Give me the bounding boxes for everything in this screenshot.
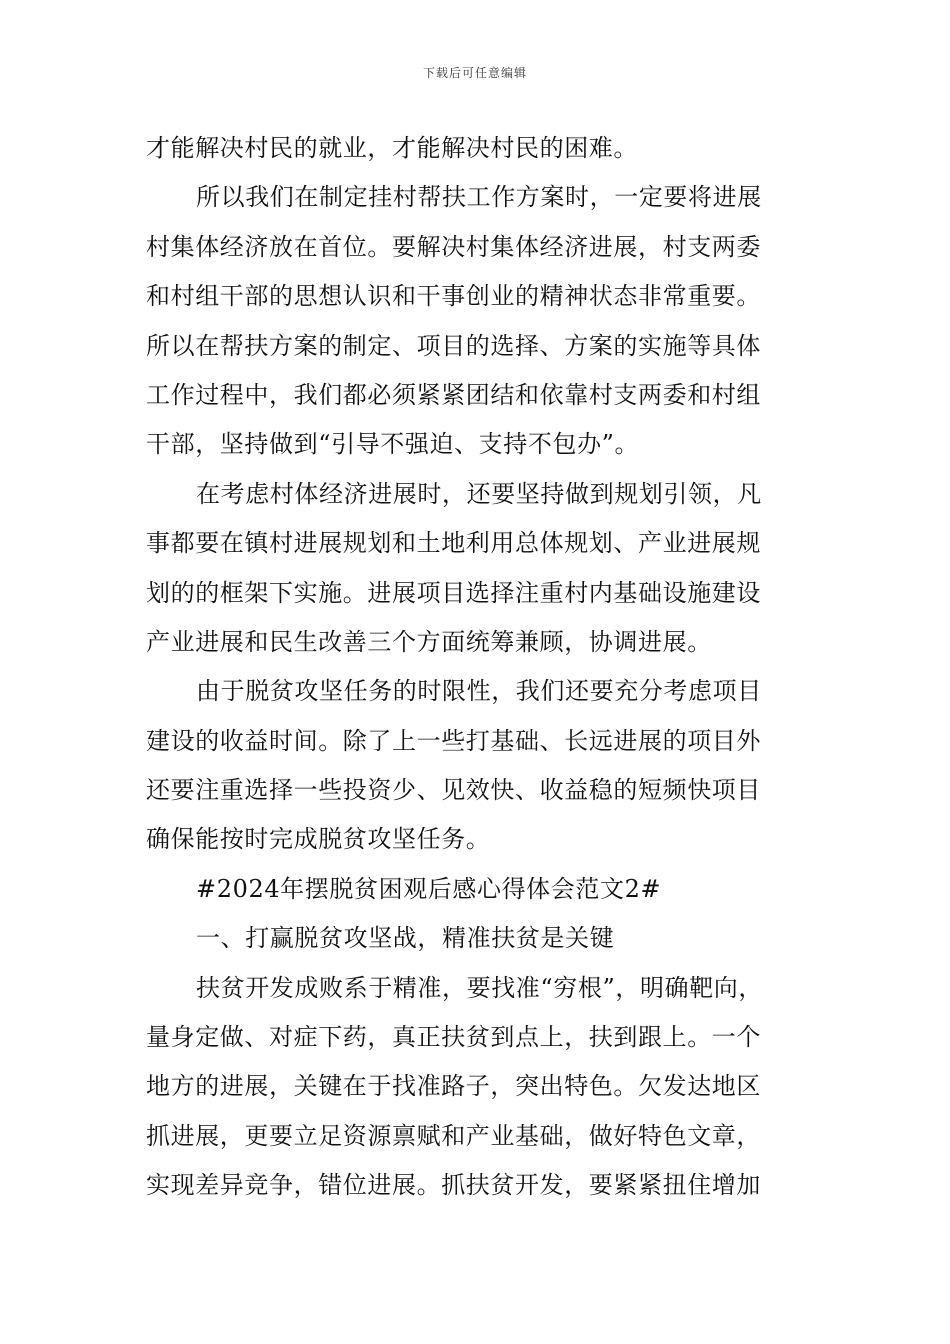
text-line-21: 抓进展，更要立足资源禀赋和产业基础，做好特色文章，	[146, 1121, 761, 1150]
text-line-8: 在考虑村体经济进展时，还要坚持做到规划引领，凡	[196, 479, 762, 508]
text-line-19: 量身定做、对症下药，真正扶贫到点上，扶到跟上。一个	[146, 1023, 761, 1052]
text-line-2: 所以我们在制定挂村帮扶工作方案时，一定要将进展	[196, 183, 762, 212]
text-line-12: 由于脱贫攻坚任务的时限性，我们还要充分考虑项目	[196, 677, 762, 706]
section-heading: #2024年摆脱贫困观后感心得体会范文2#	[196, 874, 662, 903]
text-line-4: 和村组干部的思想认识和干事创业的精神状态非常重要。	[146, 282, 761, 311]
text-line-1: 才能解决村民的就业，才能解决村民的困难。	[146, 134, 638, 162]
text-line-11: 产业进展和民生改善三个方面统筹兼顾，协调进展。	[146, 627, 712, 656]
text-line-13: 建设的收益时间。除了上一些打基础、长远进展的项目外	[146, 726, 761, 755]
text-line-14: 还要注重选择一些投资少、见效快、收益稳的短频快项目	[146, 776, 761, 805]
text-line-6: 工作过程中，我们都必须紧紧团结和依靠村支两委和村组	[146, 380, 761, 409]
text-line-7: 干部，坚持做到“引导不强迫、支持不包办”。	[146, 430, 640, 459]
document-body	[146, 124, 808, 1211]
text-line-3: 村集体经济放在首位。要解决村集体经济进展，村支两委	[146, 232, 761, 261]
text-line-15: 确保能按时完成脱贫攻坚任务。	[146, 825, 491, 854]
text-line-10: 划的的框架下实施。进展项目选择注重村内基础设施建设	[146, 578, 761, 607]
text-line-9: 事都要在镇村进展规划和土地利用总体规划、产业进展规	[146, 529, 761, 558]
subsection-heading: 一、打赢脱贫攻坚战，精准扶贫是关键	[196, 924, 615, 953]
text-line-18: 扶贫开发成败系于精准，要找准“穷根”，明确靶向，	[196, 973, 763, 1002]
text-line-22: 实现差异竞争，错位进展。抓扶贫开发，要紧紧扭住增加	[146, 1171, 761, 1200]
page-header: 下载后可任意编辑	[422, 66, 527, 80]
text-line-5: 所以在帮扶方案的制定、项目的选择、方案的实施等具体	[146, 331, 761, 360]
text-line-20: 地方的进展，关键在于找准路子，突出特色。欠发达地区	[146, 1072, 761, 1101]
